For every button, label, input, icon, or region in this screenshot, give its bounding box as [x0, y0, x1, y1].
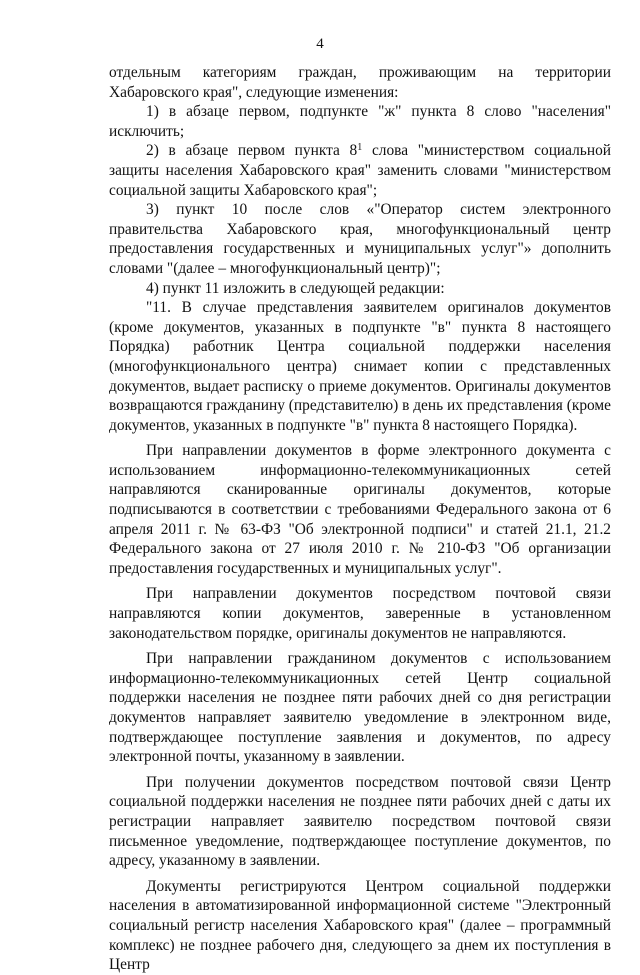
superscript: 1 [357, 142, 363, 154]
paragraph-text: слова "министерством социальной защиты населения Хабаровского края" заменить словами "министерством социальной защиты Хабаровского края"; [109, 142, 611, 199]
paragraph: При получении документов посредством почтовой связи Центр социальной поддержки населения не позднее пяти рабочих дней с даты их регистрации направляет заявителю посредством почтовой связи письменное уведомление, подтверждающее поступление документов, по адресу, указанному в заявлении. [109, 773, 611, 870]
paragraph: 3) пункт 10 после слов «"Оператор систем электронного правительства Хабаровского края, многофункциональный центр предоставления государственных и муниципальных услуг"» дополнить словами "(далее – многофункциональный центр)"; [109, 201, 611, 277]
page-number: 4 [316, 36, 324, 52]
paragraph: Документы регистрируются Центром социальной поддержки населения в автоматизированной информационной системе "Электронный социальный регистр населения Хабаровского края" (далее – программный комплекс) не позднее рабочего дня, следующего за днем их поступления в Центр [109, 877, 611, 974]
paragraph: "11. В случае представления заявителем оригиналов документов (кроме документов, указанных в подпункте "в" пункта 8 настоящего Порядка) работник Центра социальной поддержки населения (многофункционального центра) снимает копии с представленных документов, выдает расписку о приеме документов. Оригиналы документов возвращаются гражданину (представителю) в день их представления (кроме документов, указанных в подпункте "в" пункта 8 настоящего Порядка). [109, 299, 611, 434]
document-body [109, 63, 611, 975]
paragraph-text: 2) в абзаце первом пункта 8 [146, 142, 358, 160]
paragraph: При направлении гражданином документов с использованием информационно-телекоммуникационных сетей Центр социальной поддержки населения не позднее пяти рабочих дней со дня регистрации документов направляет заявителю уведомление в электронном виде, подтверждающее поступление заявления и документов, по адресу электронной почты, указанному в заявлении. [109, 650, 611, 766]
paragraph: 4) пункт 11 изложить в следующей редакции: [146, 279, 445, 297]
paragraph: При направлении документов в форме электронного документа с использованием информационно-телекоммуникационных сетей направляются сканированные оригиналы документов, которые подписываются в соответствии с требованиями Федерального закона от 6 апреля 2011 г. № 63-ФЗ "Об электронной подписи" и статей 21.1, 21.2 Федерального закона от 27 июля 2010 г. № 210-ФЗ "Об организации предоставления государственных и муниципальных услуг". [109, 442, 611, 577]
paragraph [109, 141, 611, 200]
paragraph: При направлении документов посредством почтовой связи направляются копии документов, заверенные в установленном законодательством порядке, оригиналы документов не направляются. [109, 585, 611, 642]
paragraph: 1) в абзаце первом, подпункте "ж" пункта 8 слово "населения" исключить; [109, 103, 611, 140]
paragraph: отдельным категориям граждан, проживающим на территории Хабаровского края", следующие изменения: [109, 64, 611, 101]
